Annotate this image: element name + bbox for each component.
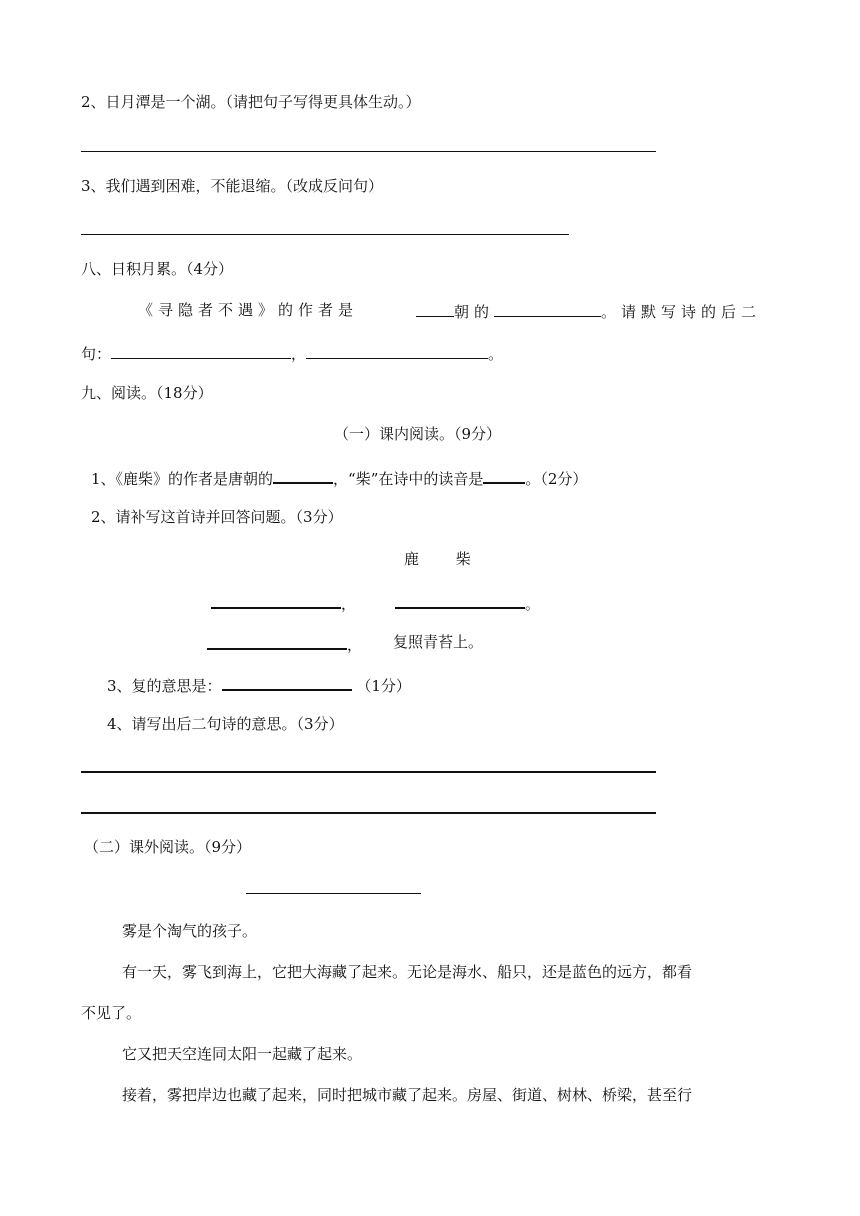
author-blank[interactable] [494,300,601,317]
reading-q3-score: （1分） [356,677,411,695]
question-7-3: 3、我们遇到困难，不能退缩。（改成反问句） [81,177,384,195]
section-8-heading: 八、日积月累。（4分） [81,260,234,278]
passage-paragraph-4: 接着，雾把岸边也藏了起来，同时把城市藏了起来。房屋、街道、树林、桥梁，甚至行 [122,1086,693,1104]
reading-q1 [91,466,587,489]
poem-line-4: 复照青苔上。 [393,633,484,651]
reading-q3-text: 3、复的意思是： [107,677,222,695]
passage-title-blank[interactable] [246,893,421,894]
poem-dynasty-row [416,300,761,322]
poem-line-2-row [395,591,540,614]
section-9-heading: 九、阅读。（18分） [81,384,213,402]
recite-blank-2[interactable] [306,342,488,359]
poem-line-2-period: 。 [525,595,541,613]
poem-author-text: 《寻隐者不遇》的作者是 [138,301,359,319]
poem-line-3-blank[interactable] [207,632,347,650]
recite-label: 句： [81,345,112,363]
part-2-title: （二）课外阅读。（9分） [84,838,252,856]
poem-author-question [138,300,358,320]
reading-q1-text-b: ，“柴”在诗中的读音是 [333,470,484,488]
dynasty-suffix: 朝的 [454,303,495,321]
poem-line-2-blank[interactable] [395,591,525,609]
passage-paragraph-2-line-1: 有一天，雾飞到海上，它把大海藏了起来。无论是海水、船只，还是蓝色的远方，都看 [122,963,693,981]
passage-paragraph-1: 雾是个淘气的孩子。 [122,922,258,940]
recite-comma: ， [291,345,307,363]
recite-blank-1[interactable] [111,342,291,359]
part-1-title: （一）课内阅读。（9分） [334,425,502,443]
reading-q3 [107,673,411,696]
poem-title: 鹿 柴 [404,550,487,568]
meaning-blank[interactable] [222,673,352,691]
recite-end: 。 [488,345,504,363]
reading-q1-text-a: 1、《鹿柴》的作者是唐朝的 [91,470,274,488]
answer-line-7-2[interactable] [81,151,656,152]
poem-recite-row [81,342,503,364]
passage-paragraph-3: 它又把天空连同太阳一起藏了起来。 [122,1045,363,1063]
dynasty-blank[interactable] [416,300,454,317]
poet-blank[interactable] [273,466,333,484]
poem-line-1-row [211,591,356,614]
poem-line-1-comma: ， [341,595,357,613]
answer-line-7-3[interactable] [81,234,569,235]
reading-q2: 2、请补写这首诗并回答问题。（3分） [91,508,343,526]
reading-q4: 4、请写出后二句诗的意思。（3分） [107,715,344,733]
reading-q1-text-c: 。（2分） [525,470,588,488]
answer-line-q4-2[interactable] [81,812,656,814]
passage-paragraph-2-line-2: 不见了。 [81,1004,142,1022]
poem-line-3-comma: ， [347,636,363,654]
poem-line-1-blank[interactable] [211,591,341,609]
pronunciation-blank[interactable] [483,466,525,484]
poem-line-3-row [207,632,362,655]
answer-line-q4-1[interactable] [81,771,656,773]
recite-instruction: 。请默写诗的后二 [601,303,762,321]
question-7-2: 2、日月潭是一个湖。（请把句子写得更具体生动。） [81,93,421,111]
